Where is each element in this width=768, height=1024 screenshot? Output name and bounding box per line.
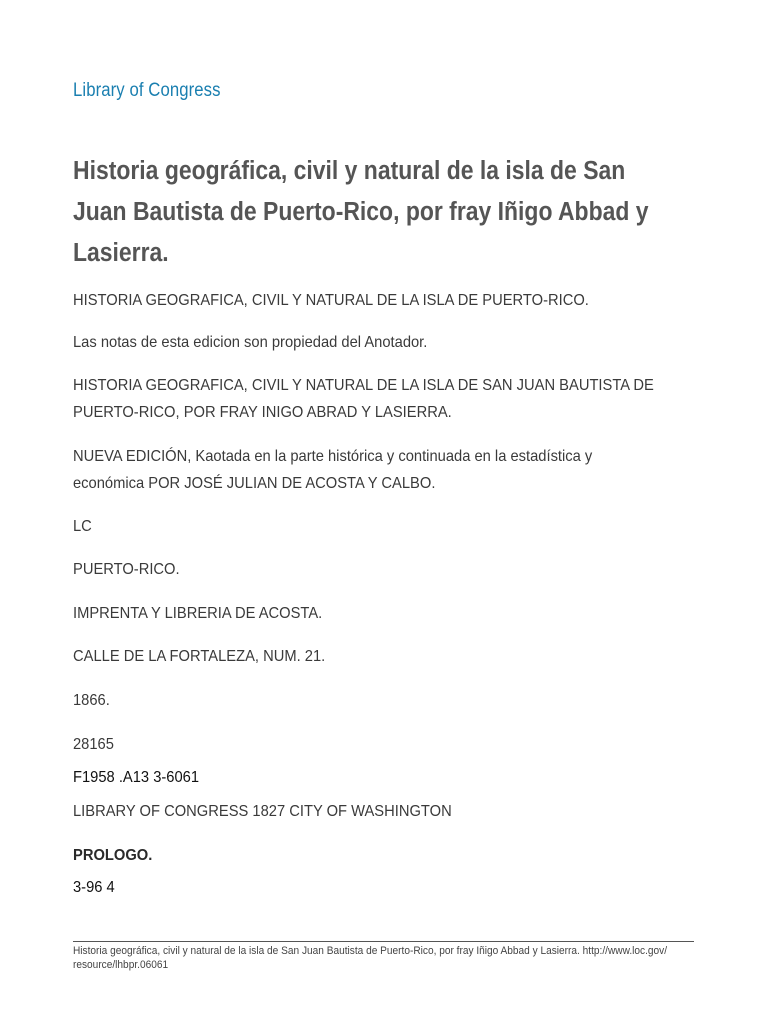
paragraph-edition-line2: económica POR JOSÉ JULIAN DE ACOSTA Y CALBO. [73, 475, 436, 492]
paragraph-place: PUERTO-RICO. [73, 561, 180, 578]
paragraph-address: CALLE DE LA FORTALEZA, NUM. 21. [73, 648, 326, 665]
source-link[interactable]: Library of Congress [73, 80, 221, 101]
document-title: Historia geográfica, civil y natural de la isla de San Juan Bautista de Puerto-Rico, por fray Iñigo Abbad y Lasierra. [73, 157, 649, 267]
paragraph-notes: Las notas de esta edicion son propiedad del Anotador. [73, 334, 428, 351]
footer-citation [73, 944, 667, 972]
footer-citation-line2: resource/lhbpr.06061 [73, 959, 169, 971]
paragraph-year: 1866. [73, 692, 110, 709]
paragraph-number: 28165 [73, 736, 114, 753]
paragraph-lc: LC [73, 518, 92, 535]
paragraph-library-stamp: LIBRARY OF CONGRESS 1827 CITY OF WASHINGTON [73, 803, 452, 820]
paragraph-call-number: F1958 .A13 3-6061 [73, 769, 200, 786]
footer-divider [73, 941, 694, 942]
paragraph-heading-puerto-rico: HISTORIA GEOGRAFICA, CIVIL Y NATURAL DE LA ISLA DE PUERTO-RICO. [73, 292, 589, 309]
paragraph-full-title-line2: PUERTO-RICO, POR FRAY INIGO ABRAD Y LASIERRA. [73, 404, 452, 421]
paragraph-publisher: IMPRENTA Y LIBRERIA DE ACOSTA. [73, 605, 323, 622]
paragraph-edition-line1: NUEVA EDICIÓN, Kaotada en la parte histórica y continuada en la estadística y [73, 448, 593, 465]
footer-citation-line1: Historia geográfica, civil y natural de la isla de San Juan Bautista de Puerto-Rico, por fray Iñigo Abbad y Lasierra. http://www.loc.gov/ [73, 945, 668, 957]
paragraph-prologo: PROLOGO. [73, 847, 153, 864]
paragraph-page-ref: 3-96 4 [73, 879, 115, 896]
paragraph-full-title-line1: HISTORIA GEOGRAFICA, CIVIL Y NATURAL DE LA ISLA DE SAN JUAN BAUTISTA DE [73, 377, 654, 394]
